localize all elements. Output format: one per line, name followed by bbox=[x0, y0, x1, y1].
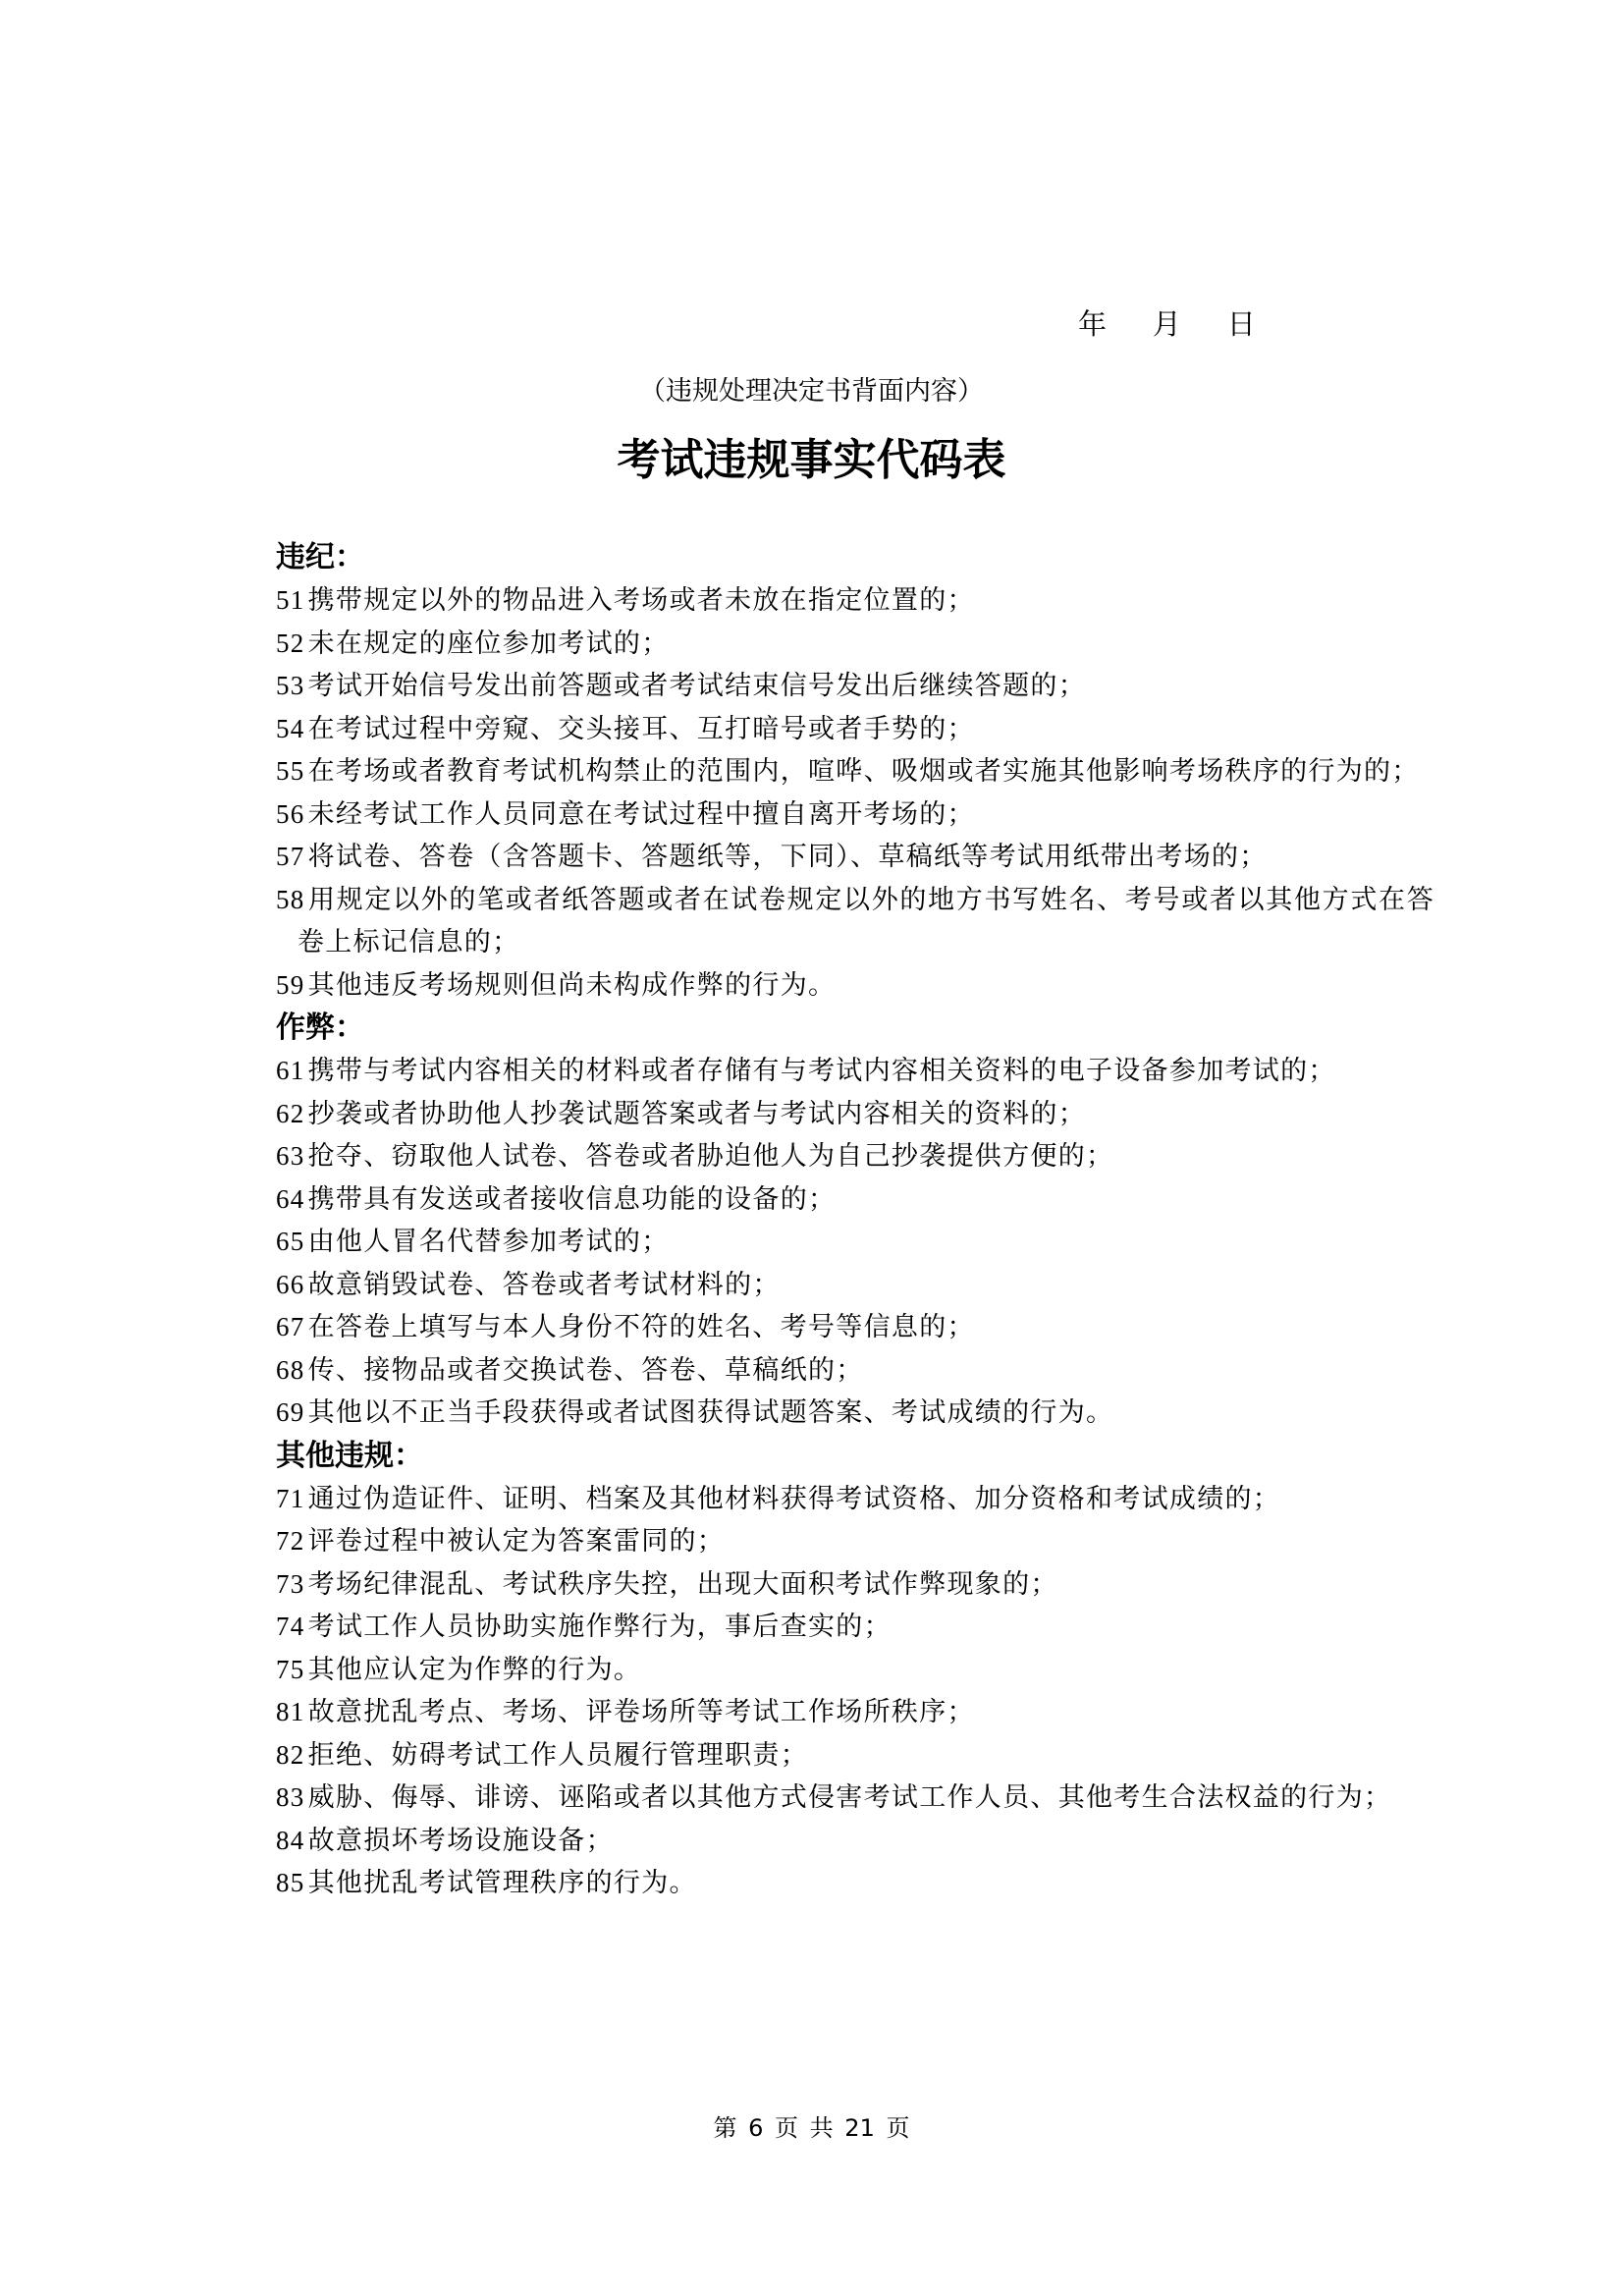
item-code: 68 bbox=[276, 1354, 305, 1385]
item-code: 62 bbox=[276, 1098, 305, 1128]
item-text: 考试开始信号发出前答题或者考试结束信号发出后继续答题的； bbox=[307, 671, 1087, 701]
code-table-content bbox=[276, 536, 1434, 1905]
item-code: 57 bbox=[276, 842, 305, 871]
list-item bbox=[276, 1649, 1434, 1692]
list-item bbox=[276, 1178, 1434, 1222]
list-item bbox=[276, 1478, 1434, 1521]
item-text: 故意损坏考场设施设备； bbox=[307, 1825, 614, 1856]
item-code: 81 bbox=[276, 1697, 305, 1726]
list-item bbox=[276, 1392, 1434, 1435]
document-subtitle: （违规处理决定书背面内容） bbox=[639, 376, 984, 407]
list-item bbox=[276, 1777, 1434, 1820]
list-item bbox=[276, 836, 1434, 879]
item-code: 64 bbox=[276, 1183, 305, 1214]
list-item bbox=[276, 1349, 1434, 1393]
item-code: 58 bbox=[276, 884, 305, 914]
item-text: 未经考试工作人员同意在考试过程中擅自离开考场的； bbox=[307, 798, 975, 830]
item-code: 54 bbox=[276, 713, 305, 743]
list-item bbox=[276, 1050, 1434, 1093]
item-code: 51 bbox=[276, 585, 305, 615]
list-item bbox=[276, 750, 1434, 793]
item-text: 威胁、侮辱、诽谤、诬陷或者以其他方式侵害考试工作人员、其他考生合法权益的行为； bbox=[307, 1782, 1392, 1813]
item-text: 携带与考试内容相关的材料或者存储有与考试内容相关资料的电子设备参加考试的； bbox=[307, 1056, 1336, 1086]
list-item bbox=[276, 579, 1434, 623]
section-title: 其他违规： bbox=[276, 1438, 423, 1473]
item-code: 67 bbox=[276, 1312, 305, 1341]
item-text: 故意销毁试卷、答卷或者考试材料的； bbox=[307, 1269, 781, 1300]
list-item bbox=[276, 1606, 1434, 1649]
item-text: 用规定以外的笔或者纸答题或者在试卷规定以外的地方书写姓名、考号或者以其他方式在答卷上标记信息的； bbox=[298, 884, 1434, 957]
list-item bbox=[276, 1734, 1434, 1777]
list-item bbox=[276, 708, 1434, 751]
item-code: 65 bbox=[276, 1227, 305, 1256]
item-text: 由他人冒名代替参加考试的； bbox=[307, 1227, 670, 1257]
item-code: 84 bbox=[276, 1825, 305, 1855]
list-item bbox=[276, 879, 1434, 964]
item-code: 82 bbox=[276, 1739, 305, 1770]
item-code: 72 bbox=[276, 1526, 305, 1556]
item-code: 83 bbox=[276, 1782, 305, 1812]
date-line: 年 月 日 bbox=[1078, 307, 1258, 341]
item-text: 传、接物品或者交换试卷、答卷、草稿纸的； bbox=[307, 1354, 864, 1386]
item-code: 56 bbox=[276, 798, 305, 829]
item-text: 其他扰乱考试管理秩序的行为。 bbox=[307, 1868, 697, 1898]
section-title: 违纪： bbox=[276, 540, 364, 574]
item-code: 85 bbox=[276, 1868, 305, 1897]
section-other-violations bbox=[276, 1435, 1434, 1905]
item-code: 66 bbox=[276, 1269, 305, 1299]
item-code: 75 bbox=[276, 1654, 305, 1684]
section-title: 作弊： bbox=[276, 1011, 364, 1045]
item-text: 其他应认定为作弊的行为。 bbox=[307, 1654, 642, 1685]
item-code: 73 bbox=[276, 1568, 305, 1599]
item-text: 抄袭或者协助他人抄袭试题答案或者与考试内容相关的资料的； bbox=[307, 1098, 1087, 1129]
item-text: 未在规定的座位参加考试的； bbox=[307, 628, 670, 659]
list-item bbox=[276, 1820, 1434, 1863]
item-code: 61 bbox=[276, 1056, 305, 1085]
item-code: 69 bbox=[276, 1397, 305, 1427]
item-text: 评卷过程中被认定为答案雷同的； bbox=[307, 1526, 726, 1557]
item-text: 其他以不正当手段获得或者试图获得试题答案、考试成绩的行为。 bbox=[307, 1397, 1114, 1428]
list-item bbox=[276, 1520, 1434, 1563]
item-code: 53 bbox=[276, 671, 305, 700]
item-text: 通过伪造证件、证明、档案及其他材料获得考试资格、加分资格和考试成绩的； bbox=[307, 1483, 1281, 1514]
item-code: 59 bbox=[276, 969, 305, 1000]
list-item bbox=[276, 665, 1434, 708]
item-text: 故意扰乱考点、考场、评卷场所等考试工作场所秩序； bbox=[307, 1697, 975, 1727]
item-code: 63 bbox=[276, 1141, 305, 1171]
item-text: 抢夺、窃取他人试卷、答卷或者胁迫他人为自己抄袭提供方便的； bbox=[307, 1141, 1114, 1172]
item-text: 考场纪律混乱、考试秩序失控，出现大面积考试作弊现象的； bbox=[307, 1568, 1058, 1600]
list-item bbox=[276, 964, 1434, 1008]
item-text: 将试卷、答卷（含答题卡、答题纸等，下同）、草稿纸等考试用纸带出考场的； bbox=[307, 842, 1268, 872]
item-code: 52 bbox=[276, 628, 305, 658]
list-item bbox=[276, 1221, 1434, 1264]
document-title: 考试违规事实代码表 bbox=[617, 435, 1006, 485]
item-code: 55 bbox=[276, 756, 305, 786]
item-text: 考试工作人员协助实施作弊行为，事后查实的； bbox=[307, 1612, 892, 1642]
list-item bbox=[276, 623, 1434, 666]
list-item bbox=[276, 1563, 1434, 1607]
item-text: 在考场或者教育考试机构禁止的范围内，喧哗、吸烟或者实施其他影响考场秩序的行为的； bbox=[307, 756, 1420, 787]
page-number-footer: 第 6 页 共 21 页 bbox=[713, 2114, 910, 2142]
section-cheating bbox=[276, 1007, 1434, 1435]
item-text: 携带具有发送或者接收信息功能的设备的； bbox=[307, 1183, 837, 1215]
item-code: 71 bbox=[276, 1483, 305, 1513]
list-item bbox=[276, 1862, 1434, 1905]
item-text: 其他违反考场规则但尚未构成作弊的行为。 bbox=[307, 969, 837, 1001]
item-text: 在答卷上填写与本人身份不符的姓名、考号等信息的； bbox=[307, 1312, 975, 1342]
list-item bbox=[276, 1264, 1434, 1307]
item-text: 携带规定以外的物品进入考场或者未放在指定位置的； bbox=[307, 585, 975, 616]
item-code: 74 bbox=[276, 1612, 305, 1641]
section-discipline bbox=[276, 536, 1434, 1007]
list-item bbox=[276, 1135, 1434, 1178]
list-item bbox=[276, 793, 1434, 837]
item-text: 在考试过程中旁窥、交头接耳、互打暗号或者手势的； bbox=[307, 713, 975, 744]
list-item bbox=[276, 1691, 1434, 1734]
item-text: 拒绝、妨碍考试工作人员履行管理职责； bbox=[307, 1739, 809, 1771]
list-item bbox=[276, 1306, 1434, 1349]
list-item bbox=[276, 1093, 1434, 1136]
